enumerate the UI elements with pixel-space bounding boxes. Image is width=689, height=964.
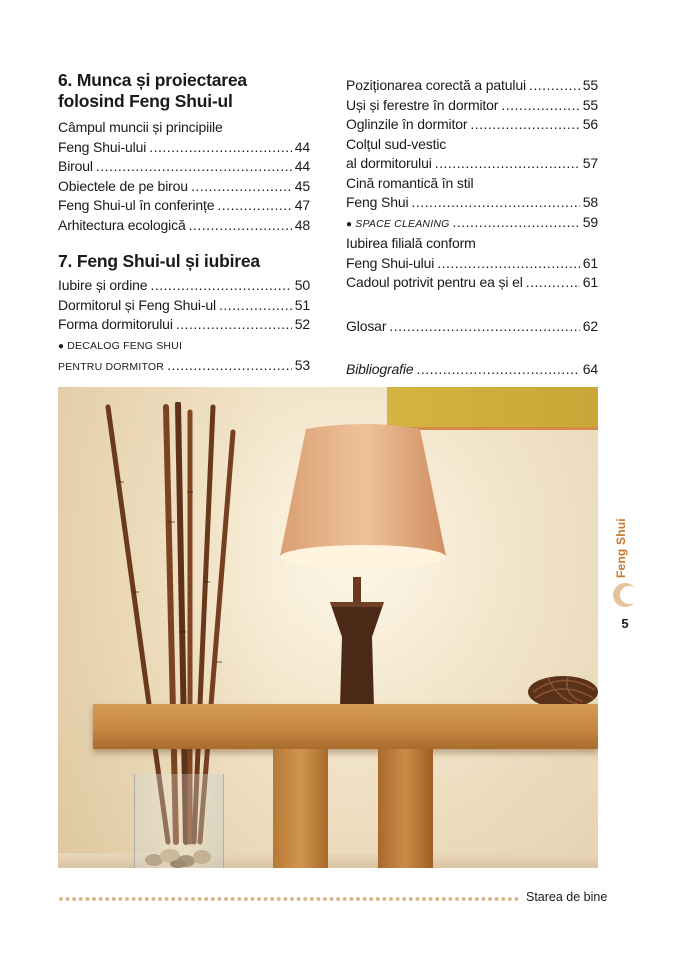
toc-page: 53	[294, 357, 310, 373]
side-tab-label: Feng Shui	[614, 518, 628, 578]
toc-item[interactable]: Poziționarea corectă a patului ..... 55	[346, 76, 598, 96]
pebbles-image	[144, 842, 214, 868]
wooden-table-top	[93, 704, 598, 749]
lamp-base-image	[322, 577, 392, 712]
toc-page: 51	[294, 296, 310, 313]
lampshade-image	[278, 421, 448, 571]
toc-item[interactable]: Obiectele de pe birou ..... 45	[58, 177, 310, 197]
toc-item[interactable]: Iubire și ordine ..... 50	[58, 276, 310, 296]
table-leg	[273, 749, 328, 868]
toc-page: 50	[294, 277, 310, 293]
section-6-title-line2: folosind Feng Shui-ul	[58, 91, 233, 111]
toc-item[interactable]: Feng Shui-ului ..... 61	[346, 254, 598, 274]
section-6-title-line1: 6. Munca și proiectarea	[58, 70, 247, 90]
toc-page: 45	[294, 177, 310, 194]
toc-item[interactable]: Cină romantică în stil	[346, 174, 474, 191]
toc-page: 44	[294, 158, 310, 174]
toc-item-glosar[interactable]: Glosar ..... 62	[346, 317, 598, 337]
bullet-icon: ●	[346, 218, 353, 230]
toc-page: 57	[582, 155, 598, 171]
toc-item-decalog[interactable]: ● DECALOG FENG SHUI	[58, 339, 183, 352]
toc-page: 44	[294, 138, 310, 155]
toc-page: 59	[582, 213, 598, 230]
toc-page: 47	[294, 197, 310, 213]
toc-item[interactable]: Cadoul potrivit pentru ea și el ..... 61	[346, 273, 598, 293]
toc-page: 62	[582, 317, 598, 334]
page-number: 5	[621, 616, 629, 631]
toc-item[interactable]: Forma dormitorului ..... 52	[58, 315, 310, 335]
toc-page: 55	[582, 96, 598, 113]
toc-item-space-cleaning[interactable]: ● SPACE CLEANING ..... 59	[346, 213, 598, 235]
decorative-ball-image	[523, 670, 598, 706]
toc-page: 64	[582, 361, 598, 377]
lamp-photo	[58, 387, 598, 868]
toc-page: 61	[582, 254, 598, 271]
toc-item[interactable]: Dormitorul și Feng Shui-ul ..... 51	[58, 296, 310, 316]
toc-item[interactable]: Feng Shui-ul în conferințe ..... 47	[58, 196, 310, 216]
toc-right-column	[346, 76, 598, 380]
toc-page: 48	[294, 216, 310, 233]
toc-item[interactable]: Colțul sud-vestic	[346, 135, 447, 152]
toc-item[interactable]: Iubirea filială conform	[346, 235, 476, 251]
toc-item[interactable]: Biroul ..... 44	[58, 157, 310, 177]
toc-item[interactable]: Oglinzile în dormitor ..... 56	[346, 115, 598, 135]
toc-item-bibliografie[interactable]: Bibliografie ..... 64	[346, 360, 598, 380]
section-7-title: 7. Feng Shui-ul și iubirea	[58, 251, 260, 271]
toc-item[interactable]: al dormitorului ..... 57	[346, 154, 598, 174]
toc-item[interactable]: Arhitectura ecologică ..... 48	[58, 216, 310, 236]
toc-item[interactable]: Câmpul muncii și principiile	[58, 119, 223, 135]
table-leg	[378, 749, 433, 868]
half-moon-icon	[612, 582, 638, 608]
toc-item[interactable]: Feng Shui-ului ..... 44	[58, 138, 310, 158]
toc-left-column	[58, 70, 310, 378]
toc-item-decalog-cont[interactable]: PENTRU DORMITOR ..... 53	[58, 356, 310, 378]
footer-section-title: Starea de bine	[526, 890, 608, 904]
toc-page: 61	[582, 274, 598, 290]
toc-page: 52	[294, 316, 310, 332]
toc-page: 56	[582, 116, 598, 132]
footer-dotted-rule	[58, 895, 520, 903]
toc-item[interactable]: Uși și ferestre în dormitor ..... 55	[346, 96, 598, 116]
bullet-icon: ●	[58, 340, 65, 352]
toc-item[interactable]: Feng Shui ..... 58	[346, 193, 598, 213]
toc-page: 55	[582, 77, 598, 93]
toc-page: 58	[582, 194, 598, 210]
